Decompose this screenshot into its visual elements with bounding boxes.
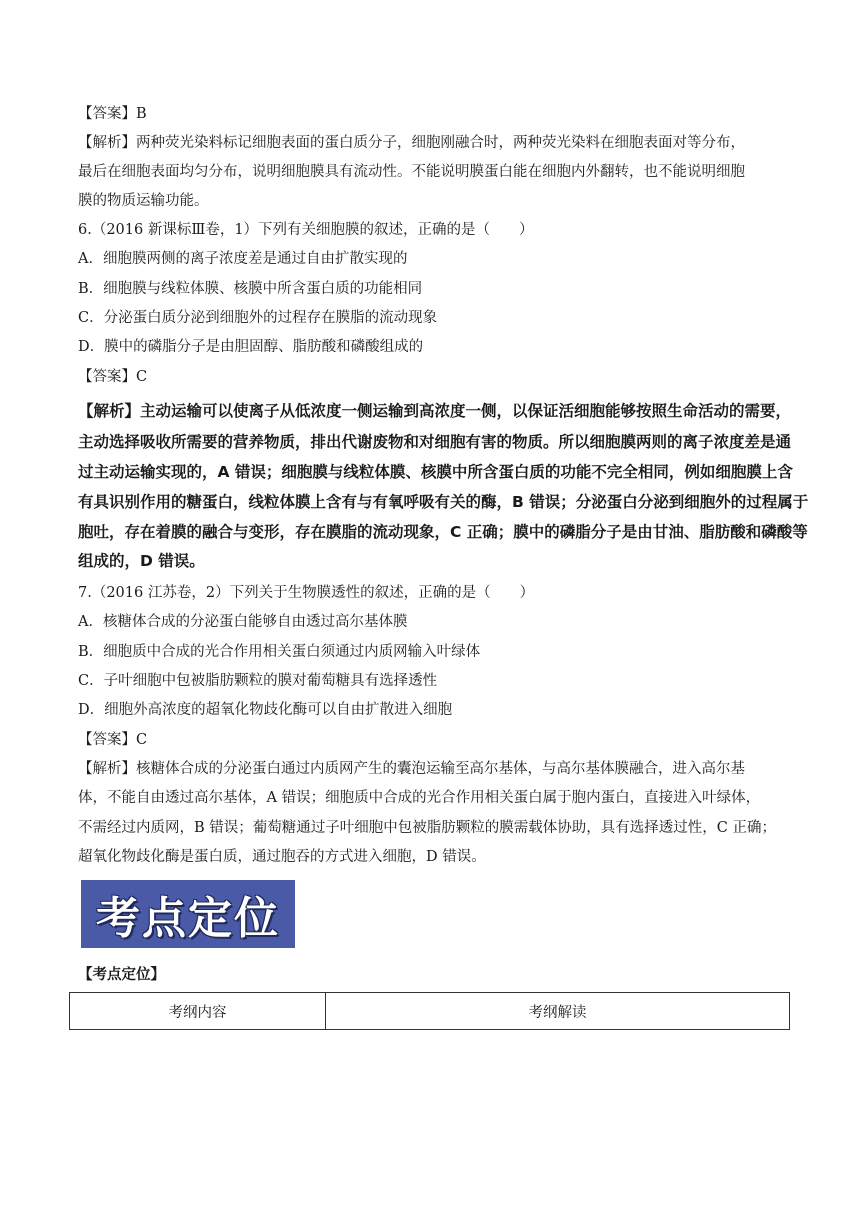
q6-explanation-line-6: 组成的，D 错误。: [78, 552, 205, 570]
q6-option-a: A．细胞膜两侧的离子浓度差是通过自由扩散实现的: [78, 251, 408, 267]
kaodian-banner: [81, 880, 295, 948]
table-header-row: [70, 993, 790, 1030]
q7-option-a: A．核糖体合成的分泌蛋白能够自由透过高尔基体膜: [78, 614, 408, 630]
q5-explanation-line-2: 最后在细胞表面均匀分布，说明细胞膜具有流动性。不能说明膜蛋白能在细胞内外翻转，也不能说明细胞: [78, 164, 745, 180]
q6-option-d: D．膜中的磷脂分子是由胆固醇、脂肪酸和磷酸组成的: [78, 339, 424, 355]
q5-answer: 【答案】B: [78, 106, 147, 122]
banner-text: 考点定位: [96, 893, 280, 944]
q6-explanation-line-1: 【解析】主动运输可以使离子从低浓度一侧运输到高浓度一侧，以保证活细胞能够按照生命活动的需要，: [78, 402, 792, 420]
q6-explanation-line-5: 胞吐，存在着膜的融合与变形，存在膜脂的流动现象，C 正确；膜中的磷脂分子是由甘油、脂肪酸和磷酸等: [78, 523, 808, 541]
q7-stem: 7.（2016 江苏卷，2）下列关于生物膜透性的叙述，正确的是（ ）: [78, 585, 535, 601]
q6-option-b: B．细胞膜与线粒体膜、核膜中所含蛋白质的功能相同: [78, 281, 423, 297]
table-header-cell: 考纲解读: [326, 993, 790, 1030]
q6-explanation-line-2: 主动选择吸收所需要的营养物质，排出代谢废物和对细胞有害的物质。所以细胞膜两则的离子浓度差是通: [78, 433, 792, 451]
q5-explanation-line-3: 膜的物质运输功能。: [78, 193, 209, 209]
q7-explanation-line-1: 【解析】核糖体合成的分泌蛋白通过内质网产生的囊泡运输至高尔基体，与高尔基体膜融合，进入高尔基: [78, 761, 745, 777]
q7-answer: 【答案】C: [78, 732, 148, 748]
q6-answer: 【答案】C: [78, 369, 148, 385]
q5-explanation-line-1: 【解析】两种荧光染料标记细胞表面的蛋白质分子，细胞刚融合时，两种荧光染料在细胞表面对等分布，: [78, 135, 745, 151]
q6-stem: 6.（2016 新课标Ⅲ卷，1）下列有关细胞膜的叙述，正确的是（ ）: [78, 222, 534, 238]
q6-explanation-line-4: 有具识别作用的糖蛋白，线粒体膜上含有与有氧呼吸有关的酶，B 错误；分泌蛋白分泌到细胞外的过程属于: [78, 493, 809, 511]
table-header-cell: 考纲内容: [70, 993, 326, 1030]
q7-explanation-line-4: 超氧化物歧化酶是蛋白质，通过胞吞的方式进入细胞，D 错误。: [78, 849, 486, 865]
q6-explanation-line-3: 过主动运输实现的，A 错误；细胞膜与线粒体膜、核膜中所含蛋白质的功能不完全相同，例如细胞膜上含: [78, 463, 793, 481]
q7-option-b: B．细胞质中合成的光合作用相关蛋白须通过内质网输入叶绿体: [78, 644, 481, 660]
q7-explanation-line-3: 不需经过内质网，B 错误；葡萄糖通过子叶细胞中包被脂肪颗粒的膜需载体协助，具有选择透过性，C 正确；: [78, 820, 776, 836]
q7-option-d: D．细胞外高浓度的超氧化物歧化酶可以自由扩散进入细胞: [78, 702, 453, 718]
q7-option-c: C．子叶细胞中包被脂肪颗粒的膜对葡萄糖具有选择透性: [78, 673, 438, 689]
q7-explanation-line-2: 体，不能自由透过高尔基体，A 错误；细胞质中合成的光合作用相关蛋白属于胞内蛋白，直接进入叶绿体，: [78, 790, 761, 806]
section-heading: 【考点定位】: [78, 967, 165, 983]
q6-option-c: C．分泌蛋白质分泌到细胞外的过程存在膜脂的流动现象: [78, 310, 438, 326]
syllabus-table: [69, 992, 790, 1030]
